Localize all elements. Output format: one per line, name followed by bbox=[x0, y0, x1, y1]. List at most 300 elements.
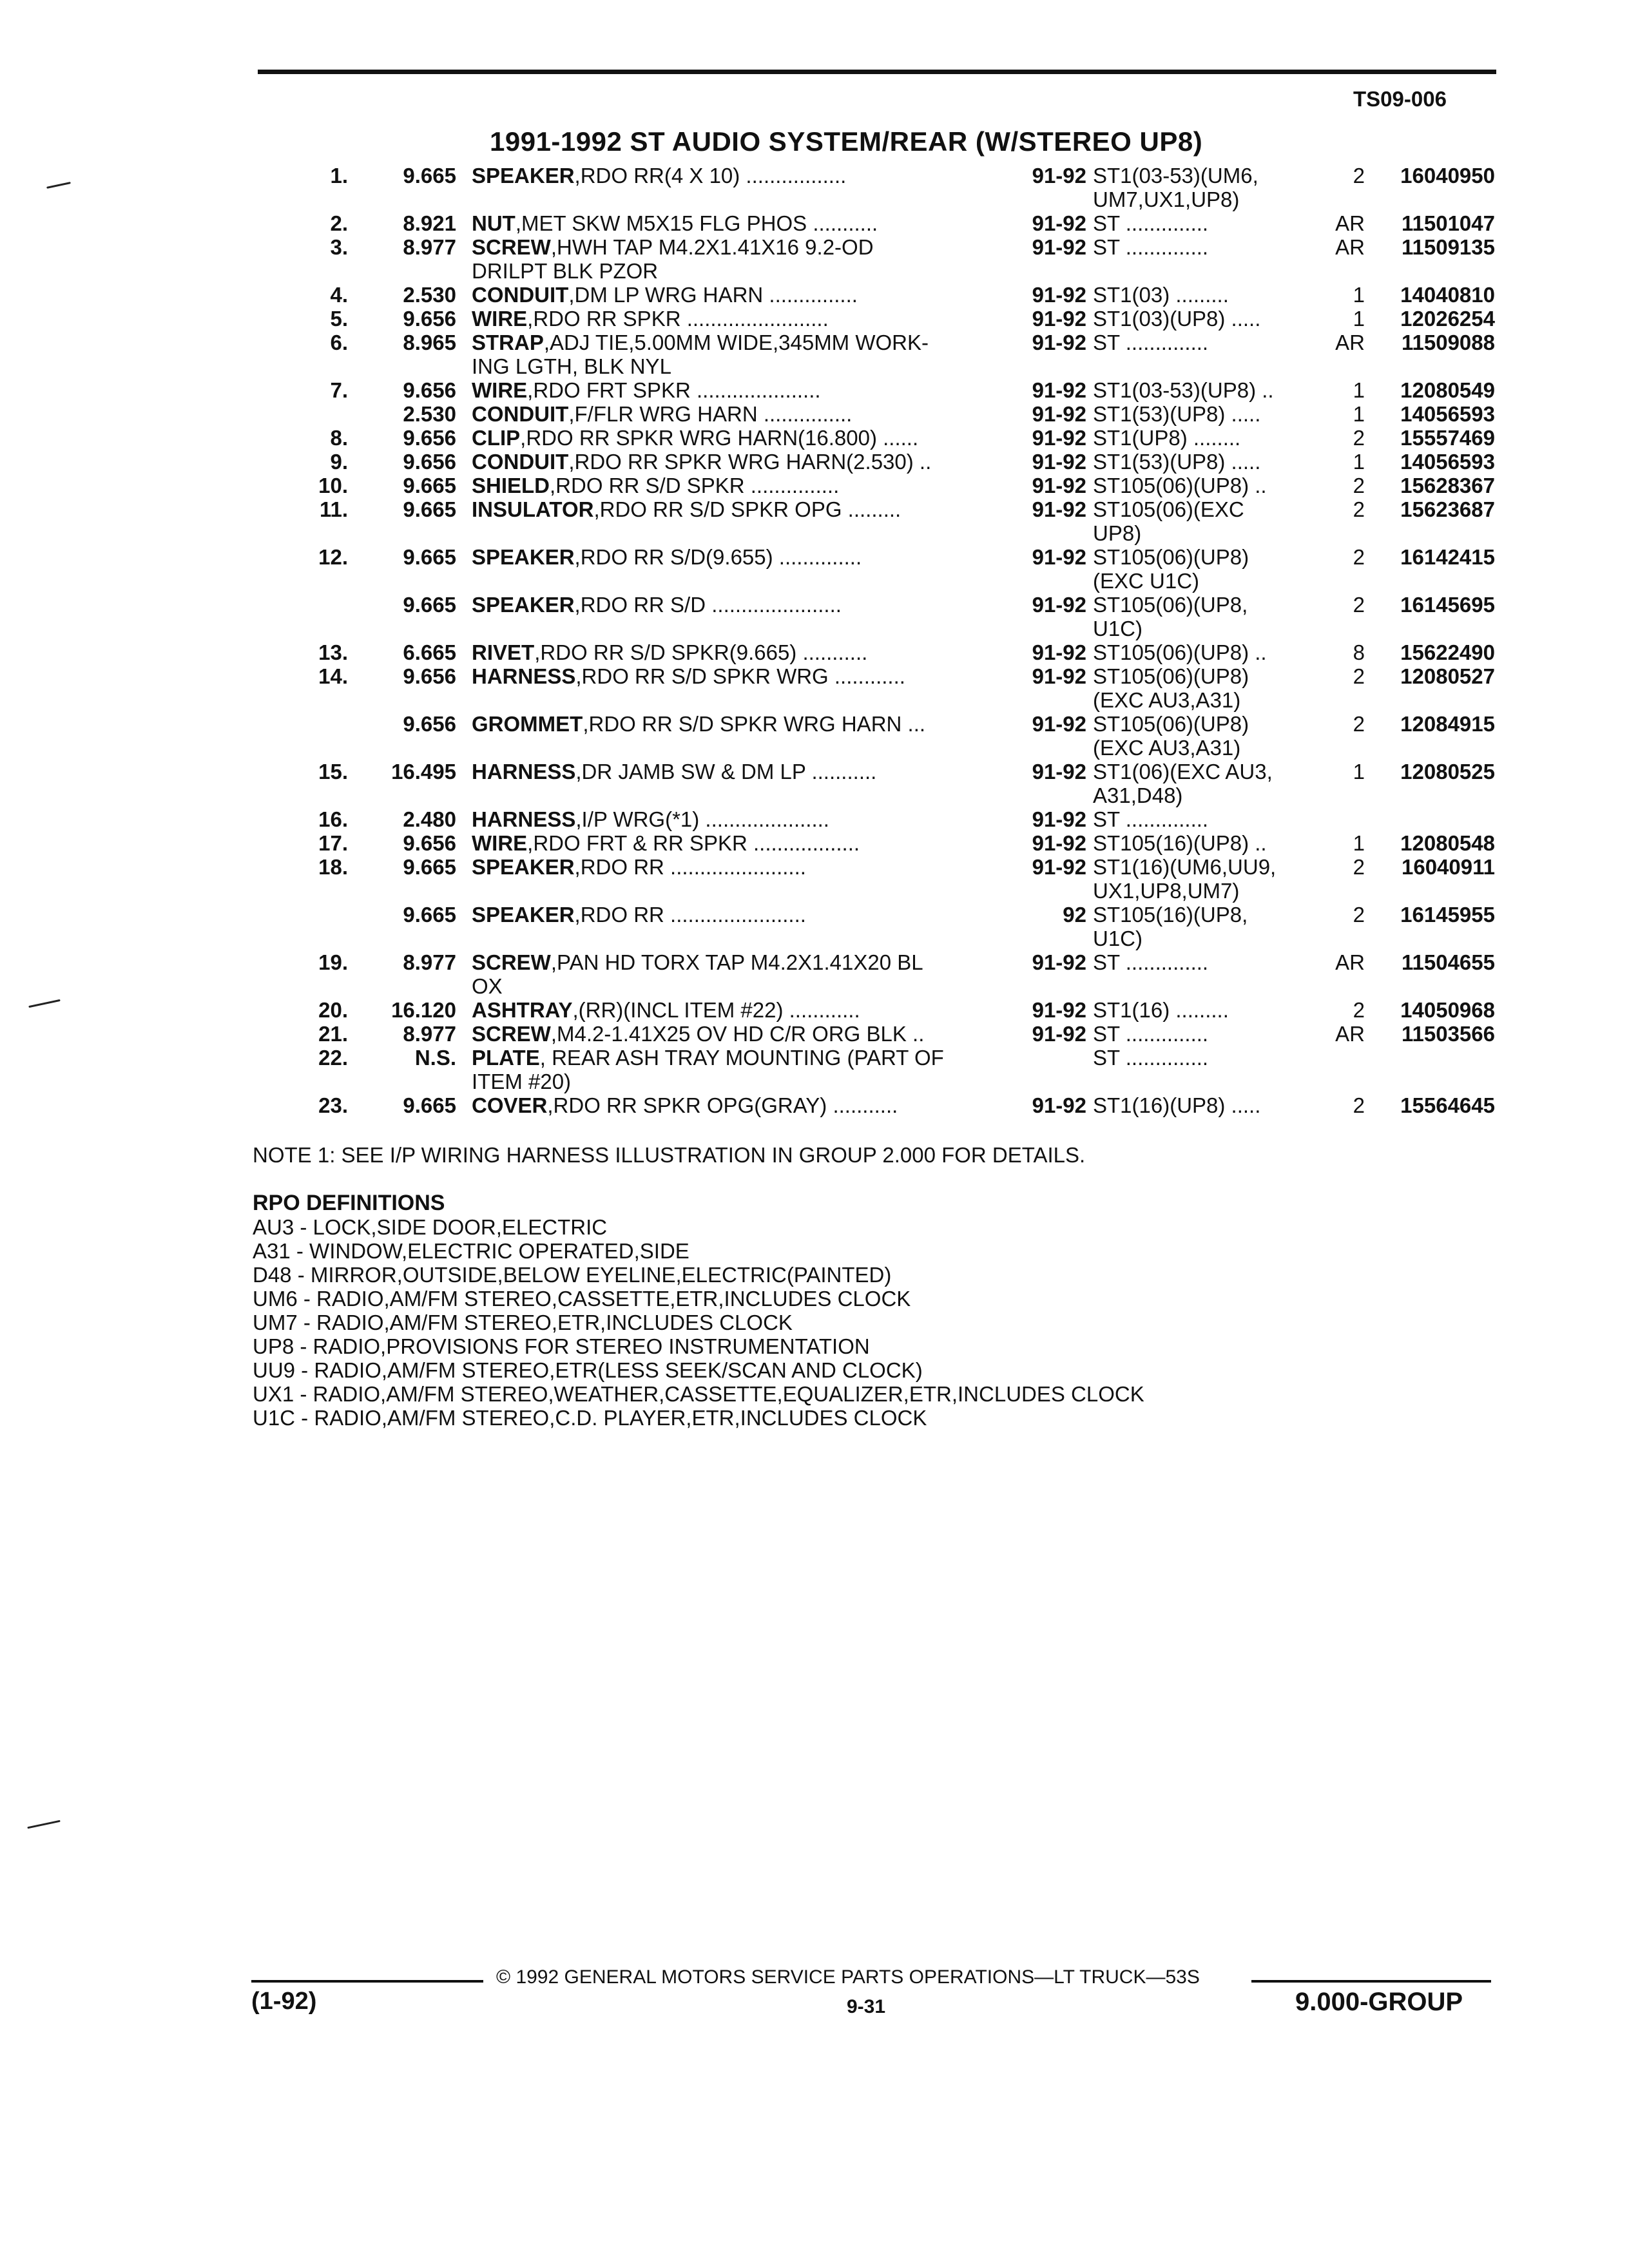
group-number: 9.665 bbox=[403, 1093, 456, 1117]
part-number: 16040911 bbox=[1401, 855, 1495, 879]
model-application bbox=[1093, 1093, 1318, 1117]
quantity: 1 bbox=[1353, 450, 1365, 474]
group-number: 9.656 bbox=[403, 307, 456, 331]
quantity: 1 bbox=[1353, 831, 1365, 855]
part-name: WIRE bbox=[472, 831, 528, 855]
part-description-text: ,DR JAMB SW & DM LP ........... bbox=[575, 760, 877, 783]
part-description-text: ,I/P WRG(*1) ..................... bbox=[575, 807, 829, 831]
model-application bbox=[1093, 712, 1318, 760]
part-number: 11504655 bbox=[1401, 950, 1495, 974]
part-name: CLIP bbox=[472, 426, 521, 450]
model-application-line: ST1(03) ......... bbox=[1093, 283, 1229, 307]
group-number: 2.530 bbox=[403, 402, 456, 426]
model-application bbox=[1093, 998, 1318, 1022]
model-years: 91-92 bbox=[1032, 497, 1086, 521]
doc-code: TS09-006 bbox=[1353, 87, 1447, 111]
group-number: 9.656 bbox=[403, 664, 456, 688]
part-description bbox=[472, 831, 1007, 855]
part-name: GROMMET bbox=[472, 712, 583, 736]
part-name: PLATE bbox=[472, 1046, 540, 1070]
rpo-heading: RPO DEFINITIONS bbox=[253, 1191, 445, 1215]
part-description-text: ,HWH TAP M4.2X1.41X16 9.2-OD bbox=[550, 235, 874, 259]
model-years: 91-92 bbox=[1032, 211, 1086, 235]
part-description bbox=[472, 331, 1007, 378]
part-number: 12026254 bbox=[1400, 307, 1495, 331]
part-name: WIRE bbox=[472, 378, 528, 402]
part-description bbox=[472, 283, 1007, 307]
model-application-line: ST105(06)(EXC bbox=[1093, 497, 1244, 521]
part-number: 15623687 bbox=[1400, 497, 1495, 521]
part-number: 14050968 bbox=[1400, 998, 1495, 1022]
part-number: 11509135 bbox=[1401, 235, 1495, 259]
part-description bbox=[472, 855, 1007, 879]
model-years: 91-92 bbox=[1032, 378, 1086, 402]
part-description bbox=[472, 1093, 1007, 1117]
part-number: 11501047 bbox=[1401, 211, 1495, 235]
part-row bbox=[0, 450, 1629, 474]
part-number: 16040950 bbox=[1400, 164, 1495, 187]
quantity: 1 bbox=[1353, 307, 1365, 331]
model-application-line: ST105(06)(UP8) bbox=[1093, 664, 1249, 688]
model-application-line: UP8) bbox=[1093, 521, 1142, 545]
model-application-line: ST105(06)(UP8) bbox=[1093, 545, 1249, 569]
part-description bbox=[472, 760, 1007, 783]
model-application-line: UM7,UX1,UP8) bbox=[1093, 187, 1240, 211]
model-application-line: (EXC AU3,A31) bbox=[1093, 688, 1241, 712]
part-name: HARNESS bbox=[472, 664, 576, 688]
model-application-line: ST1(03)(UP8) ..... bbox=[1093, 307, 1261, 331]
item-number: 19. bbox=[318, 950, 348, 974]
model-application bbox=[1093, 903, 1318, 950]
group-number: 16.495 bbox=[391, 760, 456, 783]
group-number: 9.665 bbox=[403, 593, 456, 617]
note: NOTE 1: SEE I/P WIRING HARNESS ILLUSTRATION IN GROUP 2.000 FOR DETAILS. bbox=[253, 1143, 1086, 1167]
model-application-line: ST105(06)(UP8, bbox=[1093, 593, 1248, 617]
model-application-line: U1C) bbox=[1093, 927, 1143, 950]
rpo-definition: U1C - RADIO,AM/FM STEREO,C.D. PLAYER,ETR,INCLUDES CLOCK bbox=[253, 1406, 927, 1430]
part-name: ASHTRAY bbox=[472, 998, 573, 1022]
part-name: SPEAKER bbox=[472, 164, 575, 187]
part-name: SCREW bbox=[472, 950, 551, 974]
part-description bbox=[472, 640, 1007, 664]
quantity: 2 bbox=[1353, 998, 1365, 1022]
model-application-line: ST .............. bbox=[1093, 235, 1209, 259]
model-years: 91-92 bbox=[1032, 331, 1086, 354]
part-row bbox=[0, 1046, 1629, 1093]
quantity: 2 bbox=[1353, 497, 1365, 521]
part-row bbox=[0, 474, 1629, 497]
revision-date: (1-92) bbox=[251, 1988, 317, 2015]
group-number: 9.656 bbox=[403, 831, 456, 855]
model-application bbox=[1093, 426, 1318, 450]
rpo-definition: A31 - WINDOW,ELECTRIC OPERATED,SIDE bbox=[253, 1239, 689, 1263]
part-row bbox=[0, 545, 1629, 593]
model-application bbox=[1093, 402, 1318, 426]
model-years: 91-92 bbox=[1032, 998, 1086, 1022]
copyright: © 1992 GENERAL MOTORS SERVICE PARTS OPERATIONS—LT TRUCK—53S bbox=[496, 1966, 1200, 1988]
item-number: 3. bbox=[330, 235, 348, 259]
model-application bbox=[1093, 331, 1318, 354]
part-name: NUT bbox=[472, 211, 516, 235]
quantity: AR bbox=[1335, 331, 1365, 354]
item-number: 2. bbox=[330, 211, 348, 235]
part-number: 14056593 bbox=[1400, 450, 1495, 474]
quantity: 2 bbox=[1353, 855, 1365, 879]
group-number: 8.977 bbox=[403, 235, 456, 259]
quantity: AR bbox=[1335, 950, 1365, 974]
item-number: 5. bbox=[330, 307, 348, 331]
group-number: 9.665 bbox=[403, 545, 456, 569]
model-years: 91-92 bbox=[1032, 450, 1086, 474]
page-title: 1991-1992 ST AUDIO SYSTEM/REAR (W/STEREO UP8) bbox=[490, 126, 1203, 157]
part-name: SPEAKER bbox=[472, 903, 575, 927]
part-name: SCREW bbox=[472, 1022, 551, 1046]
model-years: 91-92 bbox=[1032, 1022, 1086, 1046]
model-years: 91-92 bbox=[1032, 1093, 1086, 1117]
quantity: 1 bbox=[1353, 402, 1365, 426]
group-number: 8.965 bbox=[403, 331, 456, 354]
model-application bbox=[1093, 283, 1318, 307]
model-application-line: UX1,UP8,UM7) bbox=[1093, 879, 1240, 903]
model-application-line: ST1(03-53)(UM6, bbox=[1093, 164, 1258, 187]
group-number: 8.977 bbox=[403, 1022, 456, 1046]
quantity: AR bbox=[1335, 1022, 1365, 1046]
model-application bbox=[1093, 235, 1318, 259]
part-description-continued: ITEM #20) bbox=[472, 1070, 572, 1093]
item-number: 9. bbox=[330, 450, 348, 474]
model-application bbox=[1093, 593, 1318, 640]
part-description bbox=[472, 497, 1007, 521]
part-number: 11503566 bbox=[1401, 1022, 1495, 1046]
model-application bbox=[1093, 497, 1318, 545]
part-row bbox=[0, 760, 1629, 807]
part-description bbox=[472, 235, 1007, 283]
model-application bbox=[1093, 950, 1318, 974]
group-number: 6.665 bbox=[403, 640, 456, 664]
part-description bbox=[472, 426, 1007, 450]
model-years: 91-92 bbox=[1032, 307, 1086, 331]
part-number: 12080525 bbox=[1400, 760, 1495, 783]
group-number: 9.665 bbox=[403, 164, 456, 187]
part-number: 12080548 bbox=[1400, 831, 1495, 855]
part-name: SPEAKER bbox=[472, 855, 575, 879]
quantity: 2 bbox=[1353, 664, 1365, 688]
rpo-definition: UX1 - RADIO,AM/FM STEREO,WEATHER,CASSETTE,EQUALIZER,ETR,INCLUDES CLOCK bbox=[253, 1382, 1144, 1406]
model-application-line: ST .............. bbox=[1093, 950, 1209, 974]
part-row bbox=[0, 998, 1629, 1022]
part-description-text: ,F/FLR WRG HARN ............... bbox=[568, 402, 853, 426]
model-application-line: A31,D48) bbox=[1093, 783, 1183, 807]
part-description-text: ,ADJ TIE,5.00MM WIDE,345MM WORK- bbox=[543, 331, 929, 354]
model-application-line: ST1(16)(UM6,UU9, bbox=[1093, 855, 1277, 879]
model-application-line: ST .............. bbox=[1093, 1046, 1209, 1070]
model-years: 91-92 bbox=[1032, 760, 1086, 783]
model-application bbox=[1093, 307, 1318, 331]
item-number: 10. bbox=[318, 474, 348, 497]
rpo-definition: UM7 - RADIO,AM/FM STEREO,ETR,INCLUDES CLOCK bbox=[253, 1311, 793, 1334]
group-number: 2.480 bbox=[403, 807, 456, 831]
model-application-line: ST105(16)(UP8) .. bbox=[1093, 831, 1267, 855]
top-rule bbox=[258, 70, 1496, 74]
model-application bbox=[1093, 760, 1318, 807]
part-row bbox=[0, 831, 1629, 855]
model-application-line: ST1(16)(UP8) ..... bbox=[1093, 1093, 1261, 1117]
part-description-text: ,RDO FRT & RR SPKR .................. bbox=[527, 831, 860, 855]
model-application-line: ST .............. bbox=[1093, 331, 1209, 354]
model-years: 91-92 bbox=[1032, 164, 1086, 187]
item-number: 1. bbox=[330, 164, 348, 187]
model-years: 91-92 bbox=[1032, 950, 1086, 974]
group-number: 9.656 bbox=[403, 426, 456, 450]
group-label: 9.000-GROUP bbox=[1295, 1988, 1463, 2016]
part-description-text: ,RDO RR S/D ...................... bbox=[574, 593, 842, 617]
quantity: 2 bbox=[1353, 474, 1365, 497]
group-number: 9.665 bbox=[403, 903, 456, 927]
part-row bbox=[0, 593, 1629, 640]
part-description bbox=[472, 307, 1007, 331]
part-row bbox=[0, 402, 1629, 426]
part-description-text: ,RDO RR ....................... bbox=[574, 855, 806, 879]
quantity: 1 bbox=[1353, 283, 1365, 307]
group-number: 9.656 bbox=[403, 450, 456, 474]
quantity: 2 bbox=[1353, 426, 1365, 450]
part-name: HARNESS bbox=[472, 760, 576, 783]
part-name: SPEAKER bbox=[472, 593, 575, 617]
part-name: WIRE bbox=[472, 307, 528, 331]
model-years: 91-92 bbox=[1032, 664, 1086, 688]
part-row bbox=[0, 807, 1629, 831]
model-application-line: ST1(53)(UP8) ..... bbox=[1093, 402, 1261, 426]
part-number: 16145695 bbox=[1400, 593, 1495, 617]
model-application bbox=[1093, 640, 1318, 664]
model-application-line: ST .............. bbox=[1093, 807, 1209, 831]
part-name: RIVET bbox=[472, 640, 535, 664]
part-description-text: ,RDO RR SPKR WRG HARN(2.530) .. bbox=[568, 450, 932, 474]
parts-list bbox=[0, 164, 1629, 1117]
part-row bbox=[0, 235, 1629, 283]
rpo-definition: UP8 - RADIO,PROVISIONS FOR STEREO INSTRUMENTATION bbox=[253, 1334, 870, 1358]
part-number: 15557469 bbox=[1400, 426, 1495, 450]
part-row bbox=[0, 307, 1629, 331]
part-name: SHIELD bbox=[472, 474, 550, 497]
part-description-text: ,RDO RR S/D SPKR WRG HARN ... bbox=[583, 712, 926, 736]
part-number: 15628367 bbox=[1400, 474, 1495, 497]
part-description-text: ,PAN HD TORX TAP M4.2X1.41X20 BL bbox=[550, 950, 923, 974]
model-years: 91-92 bbox=[1032, 283, 1086, 307]
part-name: HARNESS bbox=[472, 807, 576, 831]
group-number: 2.530 bbox=[403, 283, 456, 307]
model-application-line: ST105(06)(UP8) bbox=[1093, 712, 1249, 736]
part-description bbox=[472, 903, 1007, 927]
part-description-continued: OX bbox=[472, 974, 503, 998]
model-application-line: (EXC U1C) bbox=[1093, 569, 1200, 593]
item-number: 21. bbox=[318, 1022, 348, 1046]
part-description bbox=[472, 1046, 1007, 1093]
part-description-text: ,RDO RR S/D(9.655) .............. bbox=[574, 545, 862, 569]
part-number: 15564645 bbox=[1400, 1093, 1495, 1117]
part-row bbox=[0, 712, 1629, 760]
part-name: CONDUIT bbox=[472, 450, 569, 474]
item-number: 13. bbox=[318, 640, 348, 664]
part-number: 12084915 bbox=[1400, 712, 1495, 736]
model-application bbox=[1093, 450, 1318, 474]
model-application-line: ST105(16)(UP8, bbox=[1093, 903, 1248, 927]
model-application-line: ST1(06)(EXC AU3, bbox=[1093, 760, 1273, 783]
group-number: 9.656 bbox=[403, 712, 456, 736]
part-description-text: ,RDO RR S/D SPKR WRG ............ bbox=[575, 664, 905, 688]
model-application-line: ST1(03-53)(UP8) .. bbox=[1093, 378, 1274, 402]
part-name: CONDUIT bbox=[472, 283, 569, 307]
item-number: 6. bbox=[330, 331, 348, 354]
model-years: 91-92 bbox=[1032, 235, 1086, 259]
model-years: 91-92 bbox=[1032, 712, 1086, 736]
group-number: N.S. bbox=[414, 1046, 456, 1070]
part-description-text: ,RDO RR(4 X 10) ................. bbox=[574, 164, 847, 187]
part-row bbox=[0, 426, 1629, 450]
model-application-line: ST105(06)(UP8) .. bbox=[1093, 474, 1267, 497]
part-description bbox=[472, 402, 1007, 426]
item-number: 16. bbox=[318, 807, 348, 831]
model-years: 91-92 bbox=[1032, 593, 1086, 617]
item-number: 4. bbox=[330, 283, 348, 307]
part-row bbox=[0, 497, 1629, 545]
part-description-text: ,RDO RR S/D SPKR(9.665) ........... bbox=[534, 640, 868, 664]
part-row bbox=[0, 331, 1629, 378]
quantity: 2 bbox=[1353, 1093, 1365, 1117]
part-number: 12080527 bbox=[1400, 664, 1495, 688]
item-number: 15. bbox=[318, 760, 348, 783]
part-description bbox=[472, 378, 1007, 402]
rpo-definition: AU3 - LOCK,SIDE DOOR,ELECTRIC bbox=[253, 1215, 608, 1239]
part-description bbox=[472, 950, 1007, 998]
part-name: STRAP bbox=[472, 331, 544, 354]
model-application bbox=[1093, 164, 1318, 211]
part-description bbox=[472, 211, 1007, 235]
part-row bbox=[0, 950, 1629, 998]
part-description bbox=[472, 164, 1007, 187]
model-application-line: ST .............. bbox=[1093, 211, 1209, 235]
part-description bbox=[472, 474, 1007, 497]
model-application bbox=[1093, 831, 1318, 855]
model-application bbox=[1093, 664, 1318, 712]
footer-rule-left bbox=[251, 1980, 483, 1983]
model-years: 92 bbox=[1063, 903, 1086, 927]
model-application-line: ST1(UP8) ........ bbox=[1093, 426, 1241, 450]
item-number: 7. bbox=[330, 378, 348, 402]
part-description bbox=[472, 450, 1007, 474]
margin-mark bbox=[27, 1820, 60, 1829]
part-row bbox=[0, 1093, 1629, 1117]
rpo-definitions bbox=[253, 1215, 1144, 1430]
part-description bbox=[472, 712, 1007, 736]
model-application bbox=[1093, 1046, 1318, 1070]
quantity: 2 bbox=[1353, 903, 1365, 927]
quantity: 8 bbox=[1353, 640, 1365, 664]
model-years: 91-92 bbox=[1032, 426, 1086, 450]
quantity: AR bbox=[1335, 235, 1365, 259]
part-description bbox=[472, 998, 1007, 1022]
part-number: 14040810 bbox=[1400, 283, 1495, 307]
model-application bbox=[1093, 855, 1318, 903]
part-description-text: ,RDO RR ....................... bbox=[574, 903, 806, 927]
part-name: COVER bbox=[472, 1093, 548, 1117]
model-application-line: U1C) bbox=[1093, 617, 1143, 640]
item-number: 20. bbox=[318, 998, 348, 1022]
item-number: 11. bbox=[319, 497, 348, 521]
model-years: 91-92 bbox=[1032, 855, 1086, 879]
item-number: 17. bbox=[318, 831, 348, 855]
group-number: 9.665 bbox=[403, 474, 456, 497]
quantity: 2 bbox=[1353, 164, 1365, 187]
part-name: SPEAKER bbox=[472, 545, 575, 569]
part-number: 16145955 bbox=[1400, 903, 1495, 927]
part-description-text: ,RDO RR S/D SPKR ............... bbox=[550, 474, 840, 497]
part-description-text: ,RDO RR SPKR ........................ bbox=[527, 307, 829, 331]
quantity: 2 bbox=[1353, 712, 1365, 736]
part-description bbox=[472, 807, 1007, 831]
item-number: 14. bbox=[318, 664, 348, 688]
model-application bbox=[1093, 807, 1318, 831]
rpo-definition: UU9 - RADIO,AM/FM STEREO,ETR(LESS SEEK/SCAN AND CLOCK) bbox=[253, 1358, 923, 1382]
page-number: 9-31 bbox=[847, 1996, 886, 2017]
quantity: 1 bbox=[1353, 378, 1365, 402]
item-number: 12. bbox=[318, 545, 348, 569]
group-number: 8.977 bbox=[403, 950, 456, 974]
model-years: 91-92 bbox=[1032, 640, 1086, 664]
part-number: 11509088 bbox=[1401, 331, 1495, 354]
model-application bbox=[1093, 474, 1318, 497]
item-number: 18. bbox=[318, 855, 348, 879]
model-application-line: ST1(53)(UP8) ..... bbox=[1093, 450, 1261, 474]
rpo-definition: UM6 - RADIO,AM/FM STEREO,CASSETTE,ETR,INCLUDES CLOCK bbox=[253, 1287, 911, 1311]
part-number: 12080549 bbox=[1400, 378, 1495, 402]
part-description bbox=[472, 593, 1007, 617]
item-number: 8. bbox=[330, 426, 348, 450]
part-description-text: , REAR ASH TRAY MOUNTING (PART OF bbox=[539, 1046, 944, 1070]
part-description-continued: DRILPT BLK PZOR bbox=[472, 259, 659, 283]
part-description-text: ,RDO RR SPKR WRG HARN(16.800) ...... bbox=[520, 426, 919, 450]
model-application-line: ST .............. bbox=[1093, 1022, 1209, 1046]
part-number: 15622490 bbox=[1400, 640, 1495, 664]
part-row bbox=[0, 283, 1629, 307]
model-years: 91-92 bbox=[1032, 545, 1086, 569]
part-name: INSULATOR bbox=[472, 497, 594, 521]
part-description bbox=[472, 664, 1007, 688]
part-description-text: ,RDO RR S/D SPKR OPG ......... bbox=[593, 497, 901, 521]
part-row bbox=[0, 164, 1629, 211]
model-application bbox=[1093, 1022, 1318, 1046]
part-name: SCREW bbox=[472, 235, 551, 259]
model-application-line: (EXC AU3,A31) bbox=[1093, 736, 1241, 760]
part-number: 14056593 bbox=[1400, 402, 1495, 426]
part-row bbox=[0, 855, 1629, 903]
part-description-continued: ING LGTH, BLK NYL bbox=[472, 354, 671, 378]
part-row bbox=[0, 640, 1629, 664]
group-number: 8.921 bbox=[403, 211, 456, 235]
quantity: 1 bbox=[1353, 760, 1365, 783]
part-name: CONDUIT bbox=[472, 402, 569, 426]
model-years: 91-92 bbox=[1032, 831, 1086, 855]
quantity: 2 bbox=[1353, 593, 1365, 617]
part-row bbox=[0, 378, 1629, 402]
model-application-line: ST105(06)(UP8) .. bbox=[1093, 640, 1267, 664]
model-years: 91-92 bbox=[1032, 402, 1086, 426]
item-number: 23. bbox=[318, 1093, 348, 1117]
rpo-definition: D48 - MIRROR,OUTSIDE,BELOW EYELINE,ELECTRIC(PAINTED) bbox=[253, 1263, 892, 1287]
group-number: 9.665 bbox=[403, 497, 456, 521]
part-description-text: ,RDO FRT SPKR ..................... bbox=[527, 378, 821, 402]
group-number: 9.656 bbox=[403, 378, 456, 402]
